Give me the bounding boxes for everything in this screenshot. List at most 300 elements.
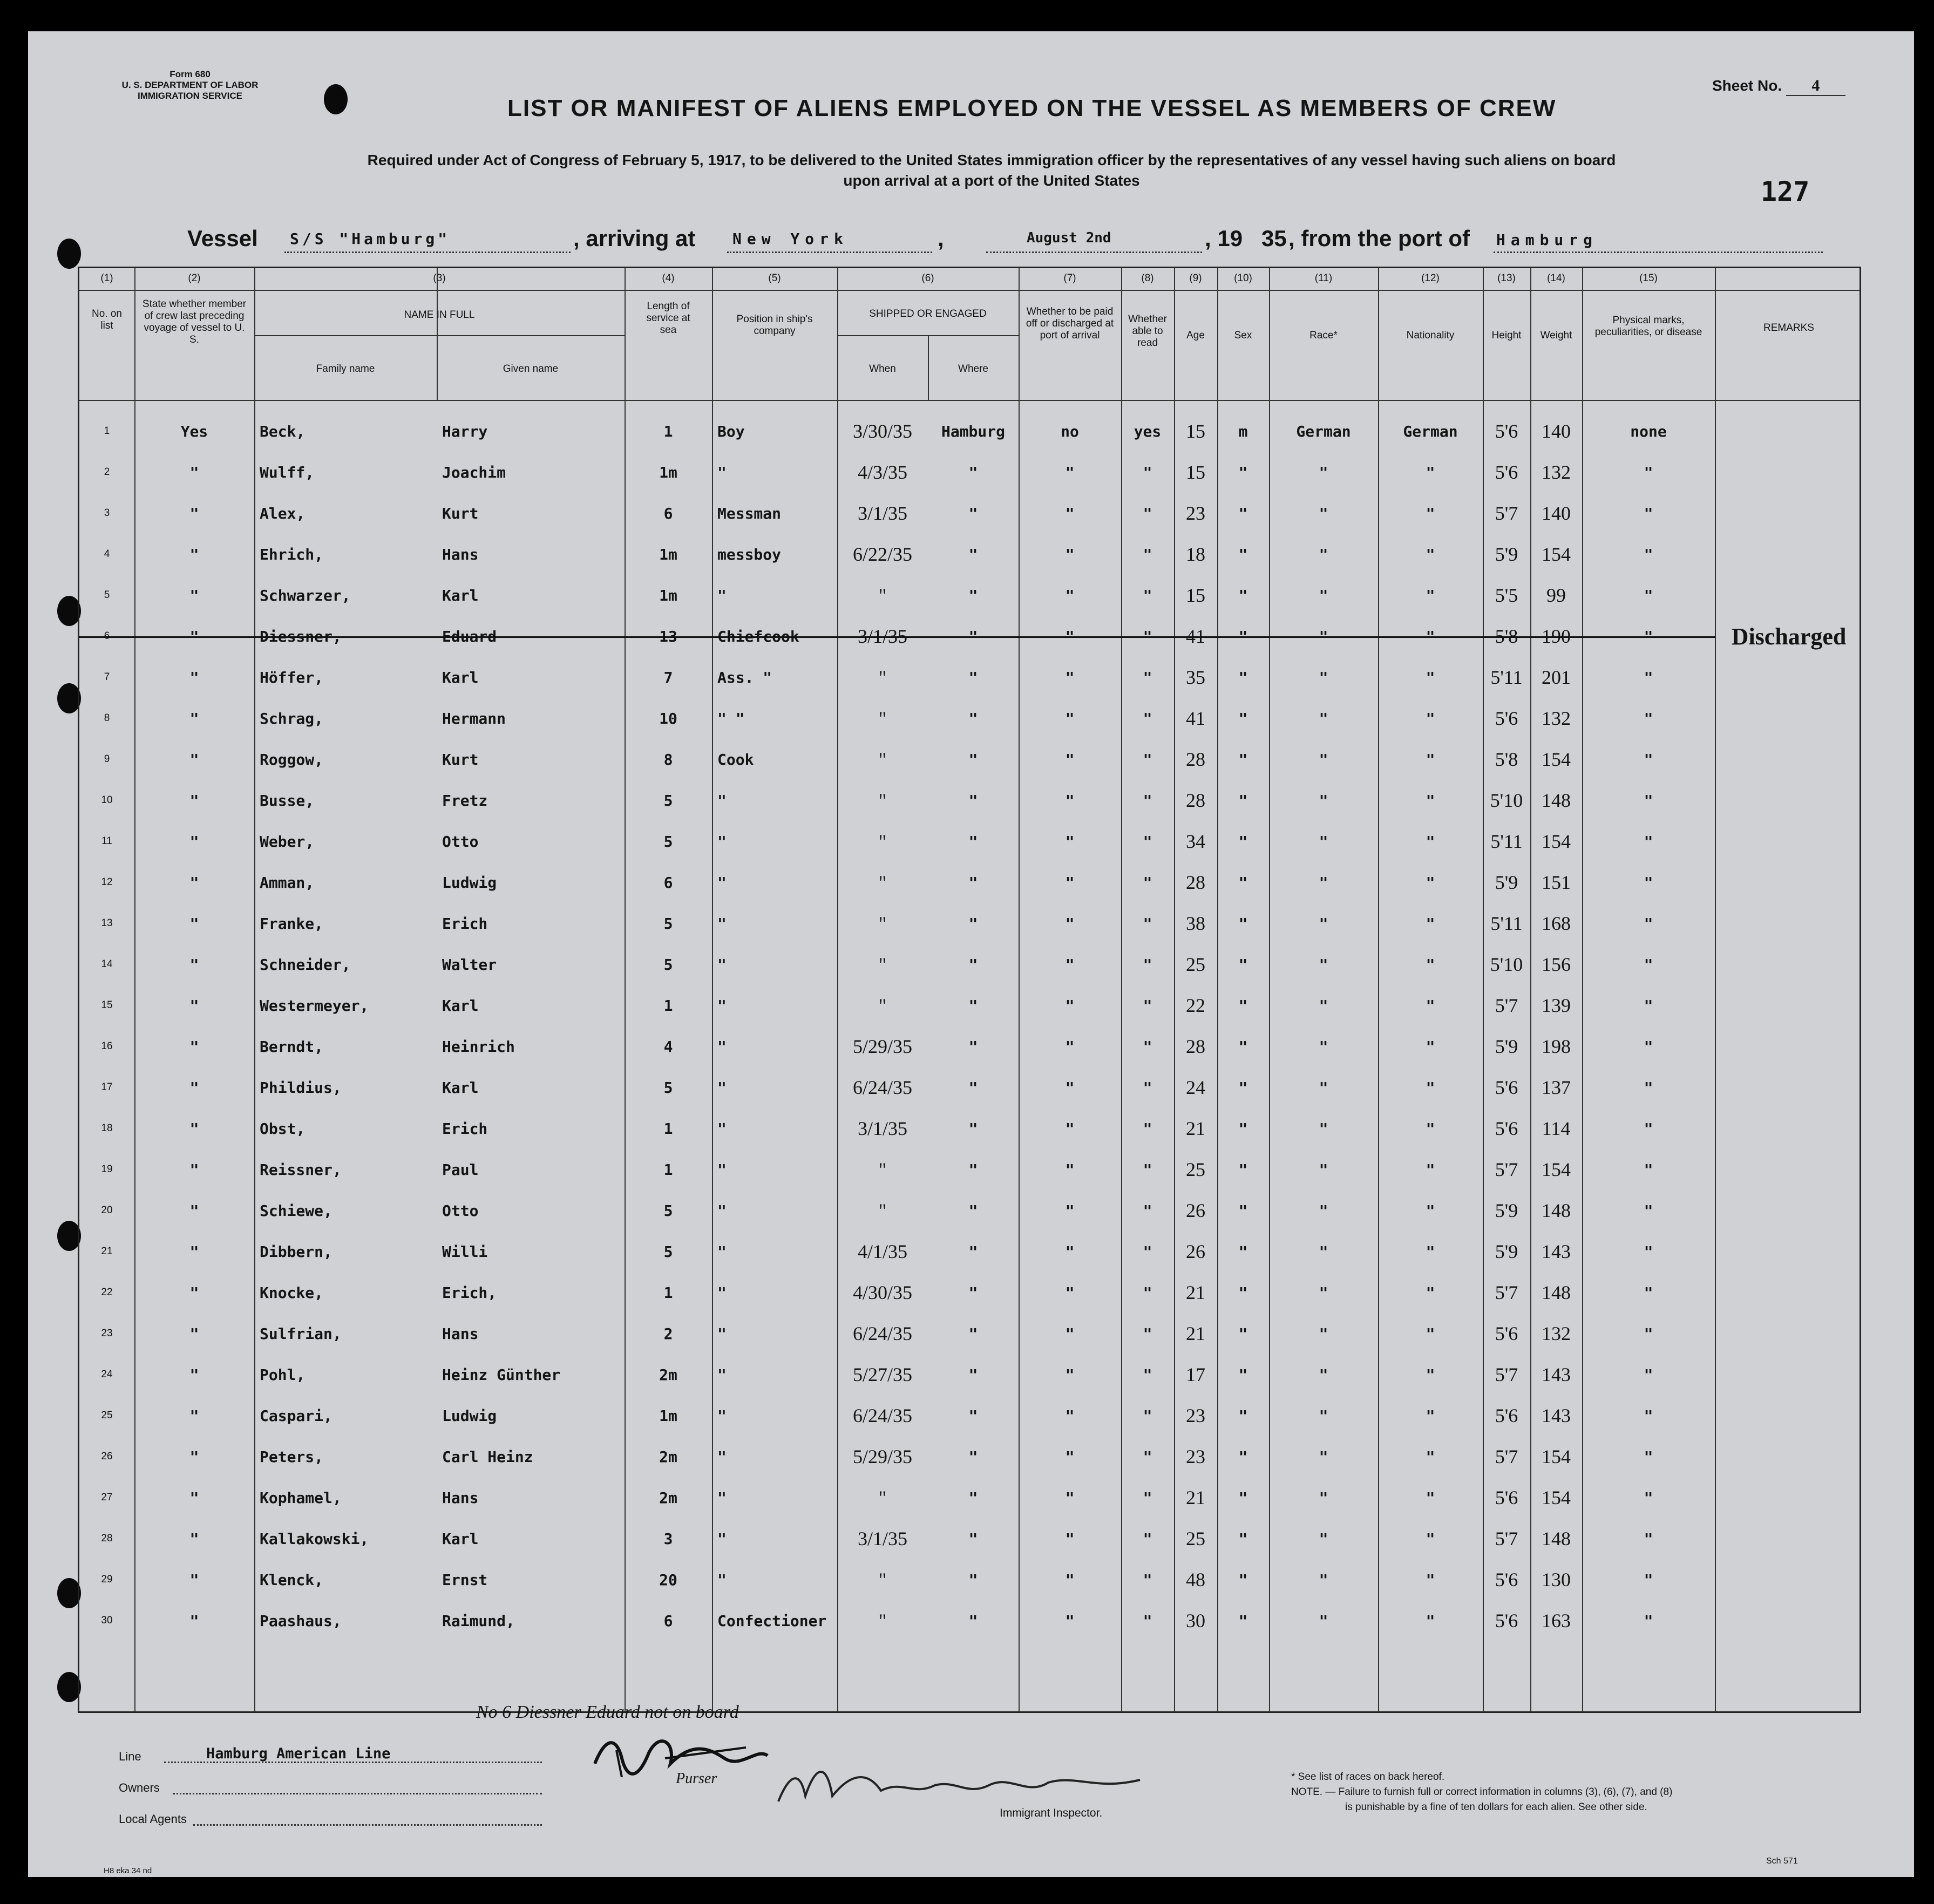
cell-given: Hans (442, 545, 479, 563)
cell-height: 5'9 (1495, 872, 1518, 893)
cell-height: 5'7 (1495, 1159, 1518, 1180)
cell-service: 1 (663, 1119, 673, 1138)
cell-family: Sulfrian, (260, 1324, 342, 1343)
cell-nat: " (1426, 750, 1435, 769)
cell-no: 10 (101, 794, 113, 806)
cell-remarks: Discharged (1731, 623, 1847, 650)
cell-when: " (878, 584, 887, 606)
cell-family: Westermeyer, (260, 996, 369, 1015)
cell-service: 1 (663, 1283, 673, 1302)
cell-nat: " (1426, 996, 1435, 1015)
cell-service: 2m (659, 1447, 677, 1466)
cell-weight: 148 (1542, 1200, 1571, 1221)
cell-service: 5 (663, 832, 673, 851)
cell-read: " (1143, 1406, 1152, 1425)
cell-paid: no (1061, 422, 1079, 440)
form-header (109, 69, 271, 101)
cell-remarks (1715, 534, 1863, 575)
cell-service: 10 (659, 709, 677, 727)
cell-paid: " (1065, 791, 1075, 810)
cell-position: " (717, 832, 727, 851)
cell-prev: " (189, 873, 199, 892)
cell-nat: " (1426, 1037, 1435, 1056)
table-row (79, 493, 1863, 534)
cell-weight: 99 (1546, 584, 1566, 606)
cell-race: " (1319, 996, 1328, 1015)
cell-family: Alex, (260, 504, 306, 522)
cell-when: " (878, 667, 887, 688)
cell-age: 28 (1186, 790, 1205, 811)
cell-given: Eduard (442, 627, 497, 645)
cell-no: 16 (101, 1041, 113, 1052)
cell-family: Caspari, (260, 1406, 332, 1425)
cell-weight: 143 (1542, 1405, 1571, 1426)
cell-weight: 137 (1542, 1077, 1571, 1098)
cell-sex: " (1238, 1529, 1248, 1548)
cell-paid: " (1065, 832, 1075, 851)
cell-no: 3 (104, 507, 110, 519)
cell-where: " (968, 1611, 978, 1630)
cell-weight: 143 (1542, 1364, 1571, 1385)
cell-position: " (717, 955, 727, 974)
cell-given: Hermann (442, 709, 506, 727)
cell-prev: " (189, 914, 199, 933)
cell-age: 21 (1186, 1487, 1205, 1508)
col-num-14: (14) (1547, 273, 1565, 284)
comma: , (938, 226, 944, 251)
cell-when: 3/1/35 (857, 625, 907, 647)
cell-height: 5'6 (1495, 1569, 1518, 1590)
cell-service: 7 (663, 668, 673, 686)
cell-family: Ehrich, (260, 545, 324, 563)
cell-marks: " (1644, 627, 1653, 645)
cell-given: Raimund, (442, 1611, 515, 1630)
form-title: LIST OR MANIFEST OF ALIENS EMPLOYED ON THE VESSEL AS MEMBERS OF CREW (507, 95, 1557, 121)
cell-read: " (1143, 627, 1152, 645)
cell-paid: " (1065, 914, 1075, 933)
cell-age: 25 (1186, 1159, 1205, 1180)
cell-when: 6/22/35 (852, 543, 912, 565)
line-value: Hamburg American Line (206, 1745, 391, 1762)
cell-given: Walter (442, 955, 497, 974)
purser-label: Purser (676, 1770, 717, 1787)
cell-no: 19 (101, 1164, 113, 1175)
cell-race: " (1319, 1324, 1328, 1343)
cell-paid: " (1065, 955, 1075, 974)
cell-given: Erich, (442, 1283, 497, 1302)
cell-service: 6 (663, 873, 673, 892)
col-header-age: Age (1186, 330, 1205, 341)
handwritten-note: No 6 Diessner Eduard not on board (476, 1702, 739, 1722)
cell-nat: " (1426, 504, 1435, 522)
cell-read: " (1143, 1242, 1152, 1261)
cell-nat: " (1426, 873, 1435, 892)
cell-marks: " (1644, 1201, 1653, 1220)
cell-height: 5'7 (1495, 1364, 1518, 1385)
cell-height: 5'11 (1490, 913, 1523, 934)
vessel-label: Vessel (187, 226, 258, 251)
cell-marks: " (1644, 1406, 1653, 1425)
cell-family: Reissner, (260, 1160, 342, 1179)
cell-weight: 140 (1542, 502, 1571, 524)
cell-sex: " (1238, 1488, 1248, 1507)
cell-no: 24 (101, 1369, 113, 1380)
cell-prev: " (189, 586, 199, 604)
cell-race: German (1296, 422, 1351, 440)
cell-marks: " (1644, 1447, 1653, 1466)
cell-prev: " (189, 1365, 199, 1384)
cell-position: Cook (717, 750, 754, 769)
cell-nat: " (1426, 1529, 1435, 1548)
note-text: — Failure to furnish full or correct information in columns (3), (6), (7), and (8) (1325, 1786, 1673, 1798)
cell-sex: " (1238, 791, 1248, 810)
cell-family: Kallakowski, (260, 1529, 369, 1548)
cell-given: Karl (442, 1529, 479, 1548)
cell-race: " (1319, 1611, 1328, 1630)
cell-family: Höffer, (260, 668, 324, 686)
cell-sex: " (1238, 1242, 1248, 1261)
cell-sex: " (1238, 1201, 1248, 1220)
cell-service: 6 (663, 1611, 673, 1630)
cell-remarks (1715, 1108, 1863, 1149)
cell-nat: " (1426, 1283, 1435, 1302)
cell-prev: " (189, 545, 199, 563)
table-row (79, 1231, 1863, 1272)
cell-weight: 132 (1542, 708, 1571, 729)
cell-where: " (968, 1570, 978, 1589)
cell-given: Ludwig (442, 873, 497, 892)
cell-remarks (1715, 1026, 1863, 1067)
cell-position: " (717, 873, 727, 892)
cell-nat: " (1426, 832, 1435, 851)
col-num-6: (6) (921, 273, 934, 284)
cell-marks: " (1644, 750, 1653, 769)
cell-nat: " (1426, 627, 1435, 645)
cell-when: " (878, 954, 887, 975)
penalty-note (1291, 1785, 1672, 1799)
cell-height: 5'7 (1495, 1446, 1518, 1467)
cell-given: Joachim (442, 463, 506, 481)
cell-nat: " (1426, 1406, 1435, 1425)
cell-position: " (717, 1160, 727, 1179)
cell-remarks (1715, 1600, 1863, 1641)
col-header-shipped: SHIPPED OR ENGAGED (869, 308, 987, 319)
cell-service: 6 (663, 504, 673, 522)
cell-paid: " (1065, 463, 1075, 481)
cell-paid: " (1065, 586, 1075, 604)
cell-sex: " (1238, 1365, 1248, 1384)
cell-position: " (717, 1365, 727, 1384)
cell-given: Harry (442, 422, 488, 440)
table-body (79, 400, 1863, 1715)
cell-when: " (878, 790, 887, 811)
printer-code: H8 eka 34 nd (104, 1866, 152, 1875)
col-header-position: Position in ship's company (736, 314, 813, 337)
cell-age: 24 (1186, 1077, 1205, 1098)
cell-sex: " (1238, 832, 1248, 851)
cell-age: 41 (1186, 708, 1205, 729)
cell-family: Diessner, (260, 627, 342, 645)
cell-height: 5'6 (1495, 1118, 1518, 1139)
cell-marks: none (1630, 422, 1667, 440)
cell-prev: " (189, 1037, 199, 1056)
cell-height: 5'9 (1495, 1241, 1518, 1262)
cell-position: " (717, 1242, 727, 1261)
cell-read: " (1143, 1488, 1152, 1507)
cell-service: 1m (659, 545, 677, 563)
col-header-service: Length of service at sea (646, 301, 690, 336)
cell-prev: Yes (180, 422, 208, 440)
cell-race: " (1319, 545, 1328, 563)
sheet-number (1712, 77, 1845, 96)
col-header-name: NAME IN FULL (404, 309, 475, 321)
cell-no: 4 (104, 548, 110, 560)
cell-remarks (1715, 780, 1863, 821)
cell-remarks (1715, 985, 1863, 1026)
cell-position: " (717, 996, 727, 1015)
cell-prev: " (189, 1201, 199, 1220)
cell-paid: " (1065, 504, 1075, 522)
cell-when: 3/1/35 (857, 1118, 907, 1139)
cell-nat: " (1426, 463, 1435, 481)
cell-where: " (968, 1160, 978, 1179)
table-row (79, 657, 1863, 698)
cell-paid: " (1065, 1242, 1075, 1261)
cell-where: " (968, 996, 978, 1015)
cell-when: " (878, 995, 887, 1016)
cell-nat: " (1426, 709, 1435, 727)
cell-weight: 132 (1542, 461, 1571, 483)
cell-when: " (878, 708, 887, 729)
col-header-race: Race* (1309, 330, 1338, 341)
cell-sex: " (1238, 1037, 1248, 1056)
cell-prev: " (189, 1570, 199, 1589)
cell-no: 1 (104, 425, 110, 437)
cell-service: 1m (659, 463, 677, 481)
cell-when: 5/29/35 (852, 1036, 912, 1057)
arriving-label: , arriving at (573, 226, 696, 251)
cell-remarks (1715, 575, 1863, 616)
cell-when: " (878, 1159, 887, 1180)
cell-no: 11 (101, 835, 112, 847)
cell-sex: " (1238, 627, 1248, 645)
cell-when: 4/30/35 (852, 1282, 912, 1303)
cell-no: 20 (101, 1205, 113, 1216)
cell-remarks (1715, 1149, 1863, 1190)
cell-age: 26 (1186, 1241, 1205, 1262)
col-header-sex: Sex (1234, 330, 1252, 341)
cell-given: Otto (442, 1201, 479, 1220)
cell-remarks (1715, 821, 1863, 862)
cell-sex: " (1238, 955, 1248, 974)
cell-remarks (1715, 1190, 1863, 1231)
cell-height: 5'10 (1490, 790, 1523, 811)
cell-read: " (1143, 1570, 1152, 1589)
col-header-when: When (869, 363, 896, 375)
vessel-name: S/S "Hamburg" (290, 230, 451, 248)
cell-weight: 114 (1542, 1118, 1571, 1139)
cell-paid: " (1065, 1365, 1075, 1384)
cell-when: " (878, 1569, 887, 1590)
cell-remarks (1715, 903, 1863, 944)
cell-age: 48 (1186, 1569, 1205, 1590)
col-num-12: (12) (1421, 273, 1440, 284)
cell-nat: " (1426, 1242, 1435, 1261)
cell-given: Fretz (442, 791, 488, 810)
cell-family: Obst, (260, 1119, 306, 1138)
cell-weight: 140 (1542, 420, 1571, 442)
cell-race: " (1319, 1406, 1328, 1425)
cell-read: " (1143, 1447, 1152, 1466)
cell-prev: " (189, 627, 199, 645)
cell-where: " (968, 1242, 978, 1261)
crew-table (78, 267, 1861, 1713)
cell-weight: 154 (1542, 1487, 1571, 1508)
cell-no: 9 (104, 753, 110, 765)
cell-sex: " (1238, 463, 1248, 481)
cell-when: 3/30/35 (852, 420, 912, 442)
cell-marks: " (1644, 545, 1653, 563)
cell-service: 3 (663, 1529, 673, 1548)
cell-weight: 190 (1542, 625, 1571, 647)
cell-service: 1 (663, 1160, 673, 1179)
cell-weight: 198 (1542, 1036, 1571, 1057)
table-row (79, 1518, 1863, 1559)
cell-age: 28 (1186, 1036, 1205, 1057)
cell-service: 5 (663, 1078, 673, 1097)
cell-where: " (968, 1078, 978, 1097)
cell-remarks (1715, 452, 1863, 493)
cell-age: 23 (1186, 502, 1205, 524)
cell-weight: 148 (1542, 1282, 1571, 1303)
cell-height: 5'8 (1495, 625, 1518, 647)
cell-where: " (968, 545, 978, 563)
cell-position: " (717, 1570, 727, 1589)
cell-height: 5'8 (1495, 749, 1518, 770)
table-row (79, 1559, 1863, 1600)
cell-height: 5'6 (1495, 1323, 1518, 1344)
cell-position: " (717, 1037, 727, 1056)
cell-no: 12 (101, 876, 113, 888)
table-row (79, 985, 1863, 1026)
cell-where: " (968, 1529, 978, 1548)
cell-weight: 143 (1542, 1241, 1571, 1262)
cell-weight: 154 (1542, 1446, 1571, 1467)
cell-prev: " (189, 832, 199, 851)
cell-family: Busse, (260, 791, 315, 810)
cell-read: " (1143, 668, 1152, 686)
cell-read: " (1143, 1119, 1152, 1138)
cell-height: 5'6 (1495, 1610, 1518, 1631)
cell-remarks (1715, 862, 1863, 903)
cell-when: 5/27/35 (852, 1364, 912, 1385)
cell-family: Wulff, (260, 463, 315, 481)
cell-age: 25 (1186, 1528, 1205, 1549)
cell-age: 22 (1186, 995, 1205, 1016)
cell-paid: " (1065, 1283, 1075, 1302)
col-num-9: (9) (1189, 273, 1202, 284)
cell-paid: " (1065, 1119, 1075, 1138)
table-row (79, 411, 1863, 452)
table-row (79, 903, 1863, 944)
owners-label: Owners (119, 1781, 160, 1794)
cell-nat: " (1426, 791, 1435, 810)
cell-age: 28 (1186, 749, 1205, 770)
table-row (79, 1395, 1863, 1436)
cell-marks: " (1644, 873, 1653, 892)
col-header-weight: Weight (1540, 330, 1572, 341)
cell-height: 5'11 (1490, 831, 1523, 852)
cell-where: " (968, 627, 978, 645)
cell-where: Hamburg (941, 422, 1005, 440)
cell-when: 6/24/35 (852, 1077, 912, 1098)
cell-sex: " (1238, 1611, 1248, 1630)
cell-position: " (717, 1406, 727, 1425)
cell-height: 5'10 (1490, 954, 1523, 975)
cell-position: " (717, 586, 727, 604)
cell-position: Chiefcook (717, 627, 799, 645)
cell-nat: " (1426, 1201, 1435, 1220)
cell-no: 28 (101, 1533, 113, 1544)
cell-remarks (1715, 1395, 1863, 1436)
table-row (79, 616, 1863, 657)
table-row (79, 1272, 1863, 1313)
table-row (79, 1067, 1863, 1108)
cell-marks: " (1644, 1160, 1653, 1179)
cell-no: 27 (101, 1492, 113, 1503)
cell-family: Kophamel, (260, 1488, 342, 1507)
cell-marks: " (1644, 586, 1653, 604)
cell-paid: " (1065, 1078, 1075, 1097)
table-row (79, 862, 1863, 903)
cell-marks: " (1644, 709, 1653, 727)
cell-no: 18 (101, 1123, 113, 1134)
cell-sex: " (1238, 586, 1248, 604)
cell-read: " (1143, 1201, 1152, 1220)
col-num-2: (2) (188, 273, 201, 284)
cell-read: " (1143, 1611, 1152, 1630)
cell-family: Beck, (260, 422, 306, 440)
cell-read: " (1143, 1160, 1152, 1179)
cell-when: 3/1/35 (857, 502, 907, 524)
year-suffix: 35 (1261, 226, 1287, 251)
cell-paid: " (1065, 545, 1075, 563)
cell-prev: " (189, 996, 199, 1015)
cell-position: Boy (717, 422, 745, 440)
cell-nat: " (1426, 1447, 1435, 1466)
cell-read: " (1143, 1324, 1152, 1343)
cell-paid: " (1065, 1529, 1075, 1548)
strikethrough-line (79, 636, 1715, 638)
cell-weight: 130 (1542, 1569, 1571, 1590)
cell-height: 5'6 (1495, 1077, 1518, 1098)
cell-sex: " (1238, 996, 1248, 1015)
cell-race: " (1319, 586, 1328, 604)
cell-where: " (968, 1447, 978, 1466)
cell-when: 6/24/35 (852, 1405, 912, 1426)
cell-remarks (1715, 1477, 1863, 1518)
cell-where: " (968, 873, 978, 892)
cell-weight: 201 (1542, 667, 1571, 688)
cell-age: 41 (1186, 625, 1205, 647)
table-row (79, 780, 1863, 821)
cell-marks: " (1644, 1037, 1653, 1056)
cell-given: Kurt (442, 750, 479, 769)
cell-when: 4/1/35 (857, 1241, 907, 1262)
cell-given: Heinz Günther (442, 1365, 561, 1384)
col-header-prev-voyage: State whether member of crew last preceding voyage of vessel to U. S. (142, 298, 247, 345)
cell-nat: " (1426, 1570, 1435, 1589)
